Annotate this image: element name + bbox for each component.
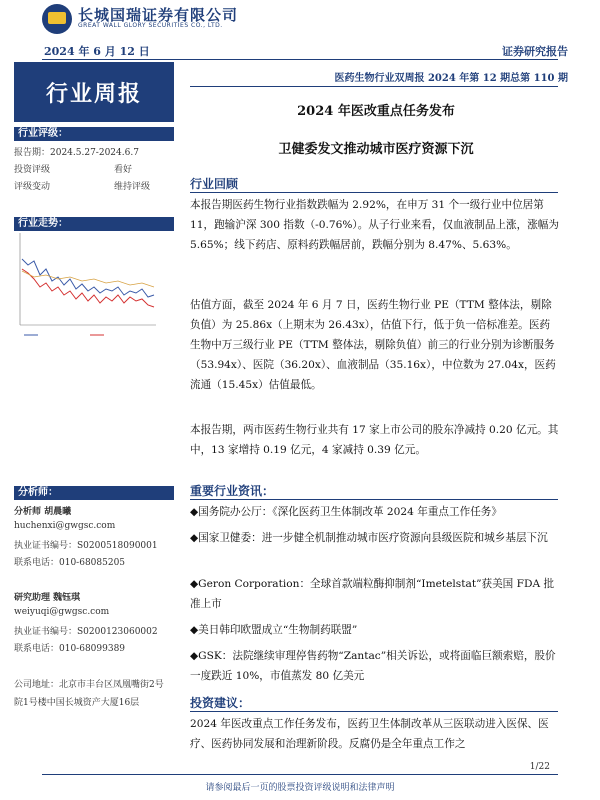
- section-advice-rule: [190, 711, 558, 712]
- review-paragraph-2: 估值方面，截至 2024 年 6 月 7 日，医药生物行业 PE（TTM 整体法，剔除负值）为 25.86x（上期末为 26.43x），估值下行，低于负一倍标准差。医药生物中万三级行业 PE（TTM 整体法，剔除负值）前三的行业分别为诊断服务（53.94x）、医院（36.20x）、血液制品（35.16x），中位数为 27.04x，医药流通（15.45x）估值最低。: [190, 299, 556, 391]
- investment-rating-row: [14, 162, 164, 175]
- trend-section-head: 行业走势：: [14, 217, 174, 231]
- news-item-1: ◆国务院办公厅：《深化医药卫生体制改革 2024 年重点工作任务》: [190, 506, 502, 518]
- header-divider: [42, 59, 558, 60]
- rating-section-head: 行业评级：: [14, 127, 174, 141]
- report-banner: 行业周报: [14, 62, 174, 122]
- advice-paragraph: 2024 年医改重点工作任务发布，医药卫生体制改革从三医联动进入医保、医疗、医药协同发展和治理新阶段。反腐仍是全年重点工作之: [190, 718, 549, 750]
- review-paragraph-3: 本报告期，两市医药生物行业共有 17 家上市公司的股东净减持 0.20 亿元。其中，13 家增持 0.19 亿元，4 家减持 0.39 亿元。: [190, 424, 559, 456]
- news-item-5: ◆GSK：法院继续审理停售药物“Zantac”相关诉讼，或将面临巨额索赔，股价一度跌近 10%，市值蒸发 80 亿美元: [190, 650, 556, 682]
- section-advice-title: 投资建议：: [190, 696, 251, 710]
- company-logo-icon: [42, 4, 72, 34]
- analyst2-email: weiyuqi@gwgsc.com: [14, 607, 110, 617]
- main-title: 2024 年医改重点任务发布: [297, 104, 455, 119]
- company-english-name: GREAT WALL GLORY SECURITIES CO., LTD.: [78, 22, 223, 29]
- sub-title: 卫健委发文推动城市医疗资源下沉: [278, 142, 474, 157]
- trend-series-benchmark: [22, 269, 154, 307]
- news-item-3: ◆Geron Corporation：全球首款端粒酶抑制剂“Imetelstat”获美国 FDA 批准上市: [190, 578, 555, 610]
- footer-divider: [42, 774, 558, 775]
- analyst-section-head: 分析师：: [14, 486, 174, 500]
- analyst1-phone: 联系电话：010-68085205: [14, 558, 126, 568]
- industry-trend-chart: [14, 229, 160, 349]
- section-review-rule: [190, 192, 558, 193]
- investment-rating-value: 看好: [114, 165, 133, 175]
- section-news-rule: [190, 499, 558, 500]
- review-paragraph-1: 本报告期医药生物行业指数跌幅为 2.92%，在申万 31 个一级行业中位居第 11，跑输沪深 300 指数（-0.76%）。从子行业来看，仅血液制品上涨，涨幅为 5.65%；线下药店、原料药跌幅居前，跌幅分别为 8.47%、5.63%。: [190, 199, 559, 251]
- rating-change-row: [14, 179, 164, 192]
- analyst1-email: huchenxi@gwgsc.com: [14, 521, 116, 531]
- footer-disclaimer: 请参阅最后一页的股票投资评级说明和法律声明: [205, 783, 395, 793]
- section-news-title: 重要行业资讯：: [190, 484, 275, 498]
- investment-rating-label: 投资评级: [14, 165, 51, 175]
- analyst2-cert: 执业证书编号：S0200123060002: [14, 627, 158, 637]
- page-number: 1/22: [529, 762, 550, 772]
- news-item-2: ◆国家卫健委：进一步健全机制推动城市医疗资源向县级医院和城乡基层下沉: [190, 532, 548, 544]
- rating-change-value: 维持评级: [114, 182, 151, 192]
- analyst1-cert: 执业证书编号：S0200518090001: [14, 541, 158, 551]
- series-title: 医药生物行业双周报 2024 年第 12 期总第 110 期: [334, 73, 568, 84]
- analyst1-name: 分析师 胡晨曦: [14, 507, 72, 517]
- company-address: 公司地址：北京市丰台区凤凰嘴街2号院1号楼中国长城资产大厦16层: [14, 680, 164, 708]
- trend-series-index: [22, 259, 154, 297]
- page-header: [0, 0, 600, 40]
- section-review-title: 行业回顾: [190, 177, 239, 191]
- company-name: 长城国瑞证券有限公司: [78, 6, 239, 24]
- rating-change-label: 评级变动: [14, 182, 51, 192]
- report-type: 证券研究报告: [502, 45, 568, 58]
- analyst2-name: 研究助理 魏钰琪: [14, 593, 81, 603]
- report-date: 2024 年 6 月 12 日: [44, 45, 150, 58]
- news-item-4: ◆美日韩印欧盟成立“生物制药联盟”: [190, 624, 358, 636]
- analyst2-phone: 联系电话：010-68099389: [14, 644, 126, 654]
- report-period: 报告期：2024.5.27-2024.6.7: [14, 148, 139, 158]
- series-divider: [190, 86, 558, 87]
